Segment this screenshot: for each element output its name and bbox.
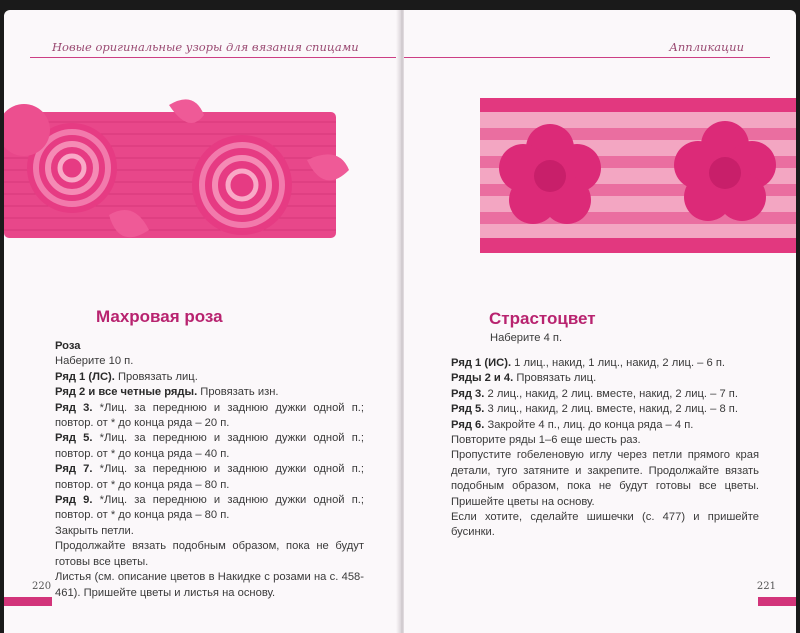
- pattern-instructions-left: [55, 339, 364, 601]
- paragraph: Пропустите гобеленовую иглу через петли прямого края детали, туго затяните и закрепите. Продолжайте вязать подобным образом, пока не будут готовы все цветы. Пришейте цветы на основу.: [451, 449, 759, 508]
- right-page: [404, 10, 796, 633]
- header-rule-left: [30, 57, 400, 58]
- row-item: Ряд 9. *Лиц. за переднюю и заднюю дужки одной п.; повтор. от * до конца ряда – 80 п.: [55, 494, 364, 522]
- row-item: Ряд 3. *Лиц. за переднюю и заднюю дужки одной п.; повтор. от * до конца ряда – 20 п.: [55, 401, 364, 430]
- row-item: Ряд 3. 2 лиц., накид, 2 лиц. вместе, накид, 2 лиц. – 7 п.: [451, 387, 738, 400]
- row-item: Ряд 7. *Лиц. за переднюю и заднюю дужки одной п.; повтор. от * до конца ряда – 80 п.: [55, 463, 364, 491]
- left-page: [4, 10, 400, 633]
- cast-on-right: Наберите 4 п.: [490, 332, 563, 344]
- close-instruction: Закрыть петли.: [55, 524, 134, 537]
- row-item: Ряд 5. 3 лиц., накид, 2 лиц. вместе, накид, 2 лиц. – 8 п.: [451, 403, 738, 416]
- row-item: Ряд 1 (ИС). 1 лиц., накид, 1 лиц., накид, 2 лиц. – 6 п.: [451, 357, 725, 369]
- cast-on-left: Наберите 10 п.: [55, 355, 134, 368]
- row-item: Ряд 6. Закройте 4 п., лиц. до конца ряда – 4 п.: [451, 418, 694, 431]
- paragraph: Продолжайте вязать подобным образом, пока не будут готовы все цветы.: [55, 540, 364, 568]
- subtitle-rose: Роза: [55, 340, 81, 352]
- row-item: Ряд 2 и все четные ряды. Провязать изн.: [55, 386, 279, 399]
- pattern-title-right: Страстоцвет: [489, 309, 596, 328]
- pattern-title-left: Махровая роза: [96, 307, 223, 326]
- row-item: Ряд 5. *Лиц. за переднюю и заднюю дужки одной п.; повтор. от * до конца ряда – 40 п.: [55, 432, 364, 460]
- running-head-left: Новые оригинальные узоры для вязания спицами: [52, 40, 359, 54]
- passionflower-swatch-photo: [480, 98, 796, 258]
- header-rule-right: [404, 57, 770, 58]
- row-item: Ряды 2 и 4. Провязать лиц.: [451, 372, 597, 385]
- paragraph: Листья (см. описание цветов в Накидке с розами на с. 458-461). Пришейте цветы и листья на основу.: [55, 571, 364, 599]
- pattern-instructions-right: [451, 356, 759, 541]
- terry-rose-swatch-photo: [4, 90, 400, 265]
- page-number-right: 221: [756, 581, 776, 592]
- row-item: Ряд 1 (ЛС). Провязать лиц.: [55, 370, 198, 383]
- running-head-right: Аппликации: [669, 40, 744, 54]
- repeat-instruction: Повторите ряды 1–6 еще шесть раз.: [451, 434, 641, 447]
- page-tab-bar-left: [4, 597, 52, 606]
- page-tab-bar-right: [758, 597, 796, 606]
- paragraph: Если хотите, сделайте шишечки (с. 477) и пришейте бусинки.: [451, 511, 759, 539]
- page-number-left: 220: [32, 581, 52, 592]
